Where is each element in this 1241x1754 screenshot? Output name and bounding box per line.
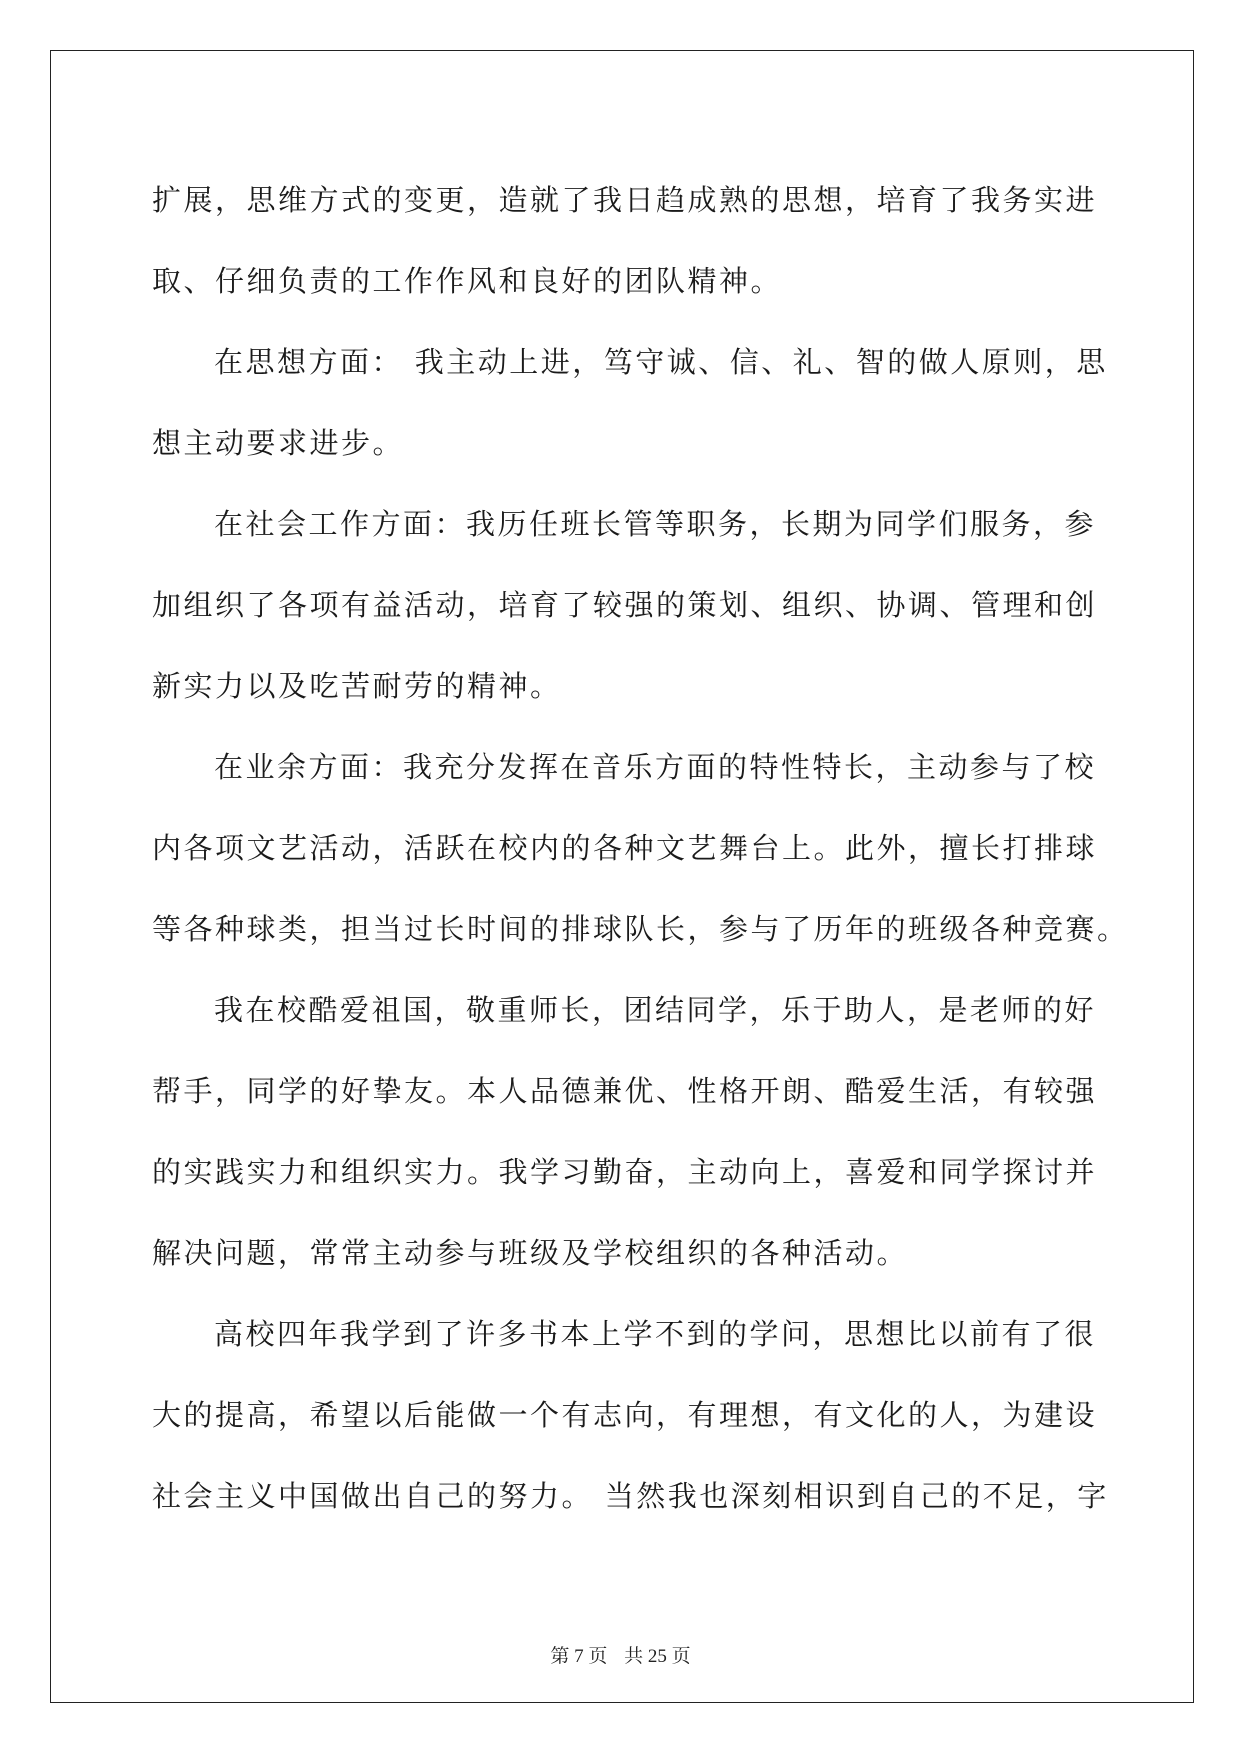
text-line: 在思想方面： 我主动上进，笃守诚、信、礼、智的做人原则，思	[214, 345, 1108, 379]
total-pages: 共 25 页	[624, 1646, 691, 1667]
text-line: 的实践实力和组织实力。我学习勤奋，主动向上，喜爱和同学探讨并	[152, 1155, 1098, 1189]
text-line: 高校四年我学到了许多书本上学不到的学问，思想比以前有了很	[214, 1317, 1097, 1351]
text-line: 在业余方面：我充分发挥在音乐方面的特性特长，主动参与了校	[214, 750, 1097, 784]
text-line: 等各种球类，担当过长时间的排球队长，参与了历年的班级各种竞赛。	[152, 912, 1129, 946]
text-line: 我在校酷爱祖国，敬重师长，团结同学，乐于助人，是老师的好	[214, 993, 1097, 1027]
text-line: 解决问题，常常主动参与班级及学校组织的各种活动。	[152, 1236, 909, 1270]
text-line: 扩展，思维方式的变更，造就了我日趋成熟的思想，培育了我务实进	[152, 183, 1098, 217]
document-body	[152, 160, 1129, 1537]
text-line: 大的提高，希望以后能做一个有志向，有理想，有文化的人，为建设	[152, 1398, 1098, 1432]
text-line: 社会主义中国做出自己的努力。 当然我也深刻相识到自己的不足，字	[152, 1479, 1109, 1513]
text-line: 加组织了各项有益活动，培育了较强的策划、组织、协调、管理和创	[152, 588, 1098, 622]
text-line: 帮手，同学的好挚友。本人品德兼优、性格开朗、酷爱生活，有较强	[152, 1074, 1098, 1108]
text-line: 内各项文艺活动，活跃在校内的各种文艺舞台上。此外，擅长打排球	[152, 831, 1098, 865]
text-line: 取、仔细负责的工作作风和良好的团队精神。	[152, 264, 783, 298]
page-footer	[0, 1641, 1241, 1668]
text-line: 新实力以及吃苦耐劳的精神。	[152, 669, 562, 703]
text-line: 在社会工作方面：我历任班长管等职务，长期为同学们服务，参	[214, 507, 1097, 541]
page-number: 第 7 页	[550, 1646, 608, 1667]
text-line: 想主动要求进步。	[152, 426, 405, 460]
